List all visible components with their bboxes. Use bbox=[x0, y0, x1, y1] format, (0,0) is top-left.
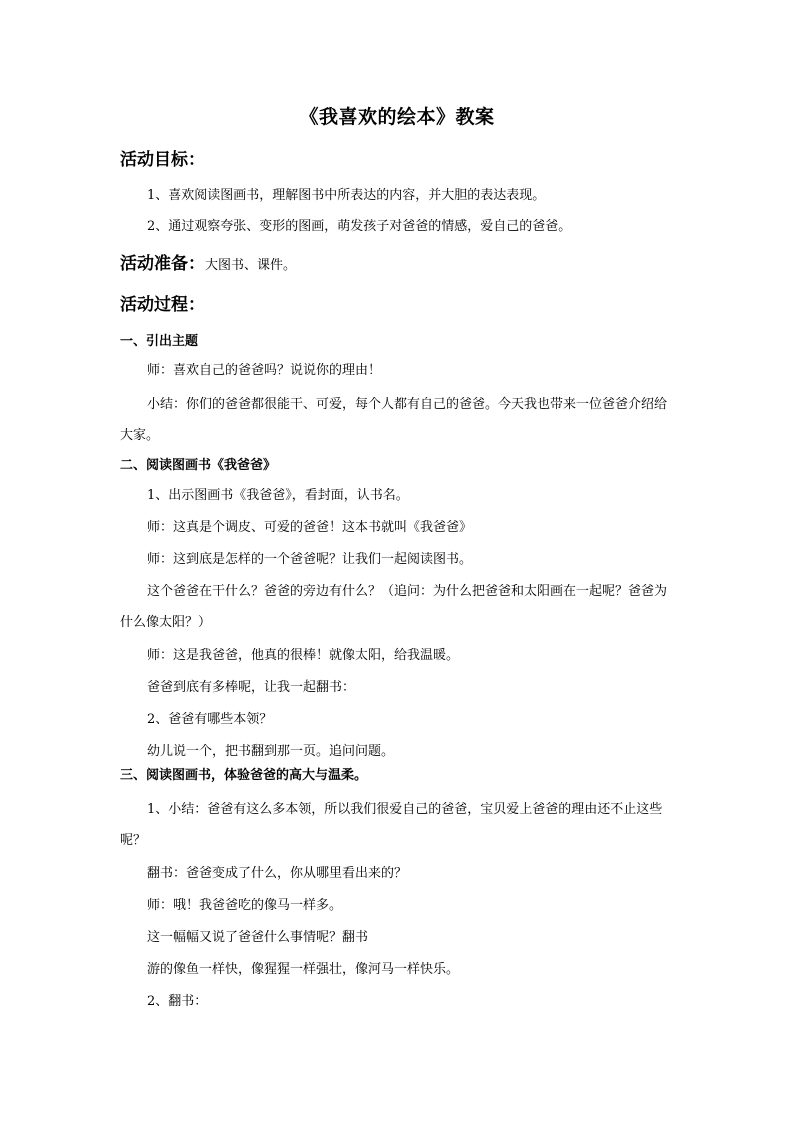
paragraph: 师：这真是个调皮、可爱的爸爸！这本书就叫《我爸爸》 bbox=[147, 520, 473, 535]
section-heading-process: 活动过程： bbox=[120, 295, 205, 315]
paragraph: 师：这到底是怎样的一个爸爸呢？让我们一起阅读图书。 bbox=[147, 552, 473, 567]
paragraph: 1、小结：爸爸有这么多本领，所以我们很爱自己的爸爸，宝贝爱上爸爸的理由还不止这些呢？ bbox=[120, 802, 663, 848]
section-heading-goals: 活动目标： bbox=[120, 150, 205, 170]
paragraph: 这一幅幅又说了爸爸什么事情呢？翻书 bbox=[147, 930, 369, 945]
step-heading: 二、阅读图画书《我爸爸》 bbox=[120, 458, 277, 473]
step-heading: 三、阅读图画书，体验爸爸的高大与温柔。 bbox=[120, 768, 368, 783]
section-heading-preparation: 活动准备： bbox=[120, 254, 205, 274]
document-title: 《我喜欢的绘本》教案 bbox=[299, 106, 495, 128]
paragraph: 师：这是我爸爸，他真的很棒！就像太阳，给我温暖。 bbox=[147, 648, 460, 663]
preparation-text: 大图书、课件。 bbox=[205, 258, 297, 273]
paragraph: 2、爸爸有哪些本领？ bbox=[147, 712, 273, 727]
paragraph: 幼儿说一个，把书翻到那一页。追问问题。 bbox=[147, 744, 395, 759]
paragraph: 翻书：爸爸变成了什么，你从哪里看出来的？ bbox=[147, 866, 408, 881]
paragraph: 师：哦！我爸爸吃的像马一样多。 bbox=[147, 898, 343, 913]
paragraph: 2、翻书： bbox=[147, 994, 208, 1009]
paragraph: 这个爸爸在干什么？爸爸的旁边有什么？（追问：为什么把爸爸和太阳画在一起呢？爸爸为什么像太阳？） bbox=[120, 584, 668, 630]
section-preparation bbox=[120, 252, 296, 278]
paragraph: 师：喜欢自己的爸爸吗？说说你的理由！ bbox=[147, 363, 382, 378]
goal-item: 1、喜欢阅读图画书，理解图书中所表达的内容，并大胆的表达表现。 bbox=[147, 188, 546, 203]
paragraph: 1、出示图画书《我爸爸》，看封面，认书名。 bbox=[147, 488, 409, 503]
goal-item: 2、通过观察夸张、变形的图画，萌发孩子对爸爸的情感，爱自己的爸爸。 bbox=[147, 219, 572, 234]
paragraph: 小结：你们的爸爸都很能干、可爱，每个人都有自己的爸爸。今天我也带来一位爸爸介绍给大家。 bbox=[120, 397, 668, 443]
step-heading: 一、引出主题 bbox=[120, 334, 199, 349]
paragraph: 游的像鱼一样快，像猩猩一样强壮，像河马一样快乐。 bbox=[147, 962, 460, 977]
paragraph: 爸爸到底有多棒呢，让我一起翻书： bbox=[147, 680, 356, 695]
